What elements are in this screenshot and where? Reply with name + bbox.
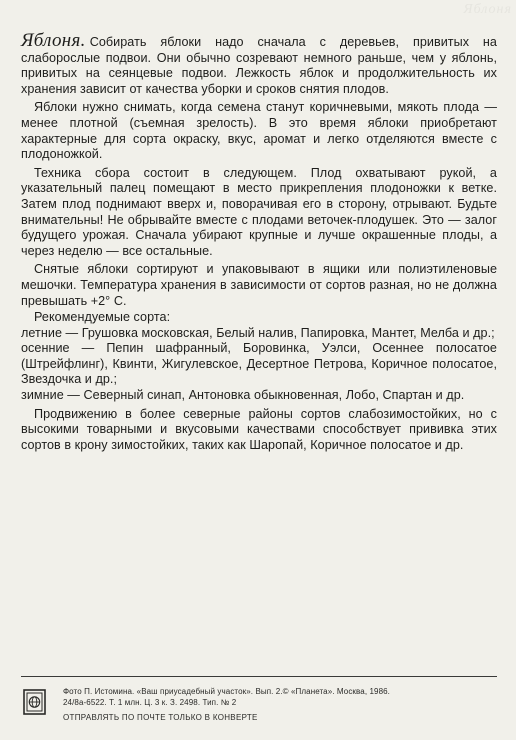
paragraph-picking-technique: Техника сбора состоит в следующем. Плод охватывают рукой, а указательный палец помещают в место прикрепления плодоножки к ветке. Затем плод поднимают вверх и, поворачивая его в сторону, отрывают. Будьте внимательны! Не обрывайте вместе с плодами веточек-плодушек. Это — залог будущего урожая. Сначала убирают крупные и лучше окрашенные плоды, а через неделю — все остальные. — [21, 165, 497, 258]
footer-divider — [21, 676, 497, 677]
imprint-line-1: Фото П. Истомина. «Ваш приусадебный участок». Вып. 2.© «Планета». Москва, 1986. — [63, 687, 391, 696]
intro-paragraph — [21, 30, 497, 97]
variety-summer: летние — Грушовка московская, Белый налив, Папировка, Мантет, Мелба и др.; — [21, 325, 495, 340]
planeta-publisher-logo-icon — [23, 689, 46, 715]
paragraph-harvest-time: Яблоки нужно снимать, когда семена станут коричневыми, мякоть плода — менее плотной (съемная зрелость). В это время яблоки приобретают характерные для сорта окраску, вкус, аромат и легко отделяются вместе с плодоножкой. — [21, 100, 497, 162]
mailing-note: ОТПРАВЛЯТЬ ПО ПОЧТЕ ТОЛЬКО В КОНВЕРТЕ — [63, 713, 258, 722]
imprint-footer — [63, 686, 493, 723]
article-body — [21, 30, 497, 453]
paragraph-storage: Снятые яблоки сортируют и упаковывают в ящики или полиэтиленовые мешочки. Температура хранения в зависимости от сортов разная, но не должна превышать +2° С. — [21, 262, 497, 308]
intro-text: Собирать яблоки надо сначала с деревьев, привитых на слаборослые подвои. Они обычно созревают немного раньше, чем у яблонь, привитых на сеянцевые подвои. Лежкость яблок и продолжительность их хранения зависит от качества уборки и сроков снятия плодов. — [21, 35, 497, 96]
article-heading: Яблоня. — [21, 30, 86, 51]
faint-watermark-text: Яблоня — [463, 2, 512, 17]
imprint-line-2: 24/8а-6522. Т. 1 млн. Ц. 3 к. З. 2498. Тип. № 2 — [63, 698, 237, 707]
variety-winter: зимние — Северный синап, Антоновка обыкновенная, Лобо, Спартан и др. — [21, 388, 465, 403]
variety-autumn: осенние — Пепин шафранный, Боровинка, Уэлси, Осеннее полосатое (Штрейфлинг), Квинти, Жигулевское, Десертное Петрова, Коричное полосатое, Звездочка и др.; — [21, 341, 497, 387]
closing-paragraph: Продвижению в более северные районы сортов слабозимостойких, но с высокими товарными и вкусовыми качествами способствует прививка этих сортов в крону зимостойких, таких как Шаропай, Коричное полосатое и др. — [21, 406, 497, 452]
varieties-label: Рекомендуемые сорта: — [34, 310, 171, 325]
